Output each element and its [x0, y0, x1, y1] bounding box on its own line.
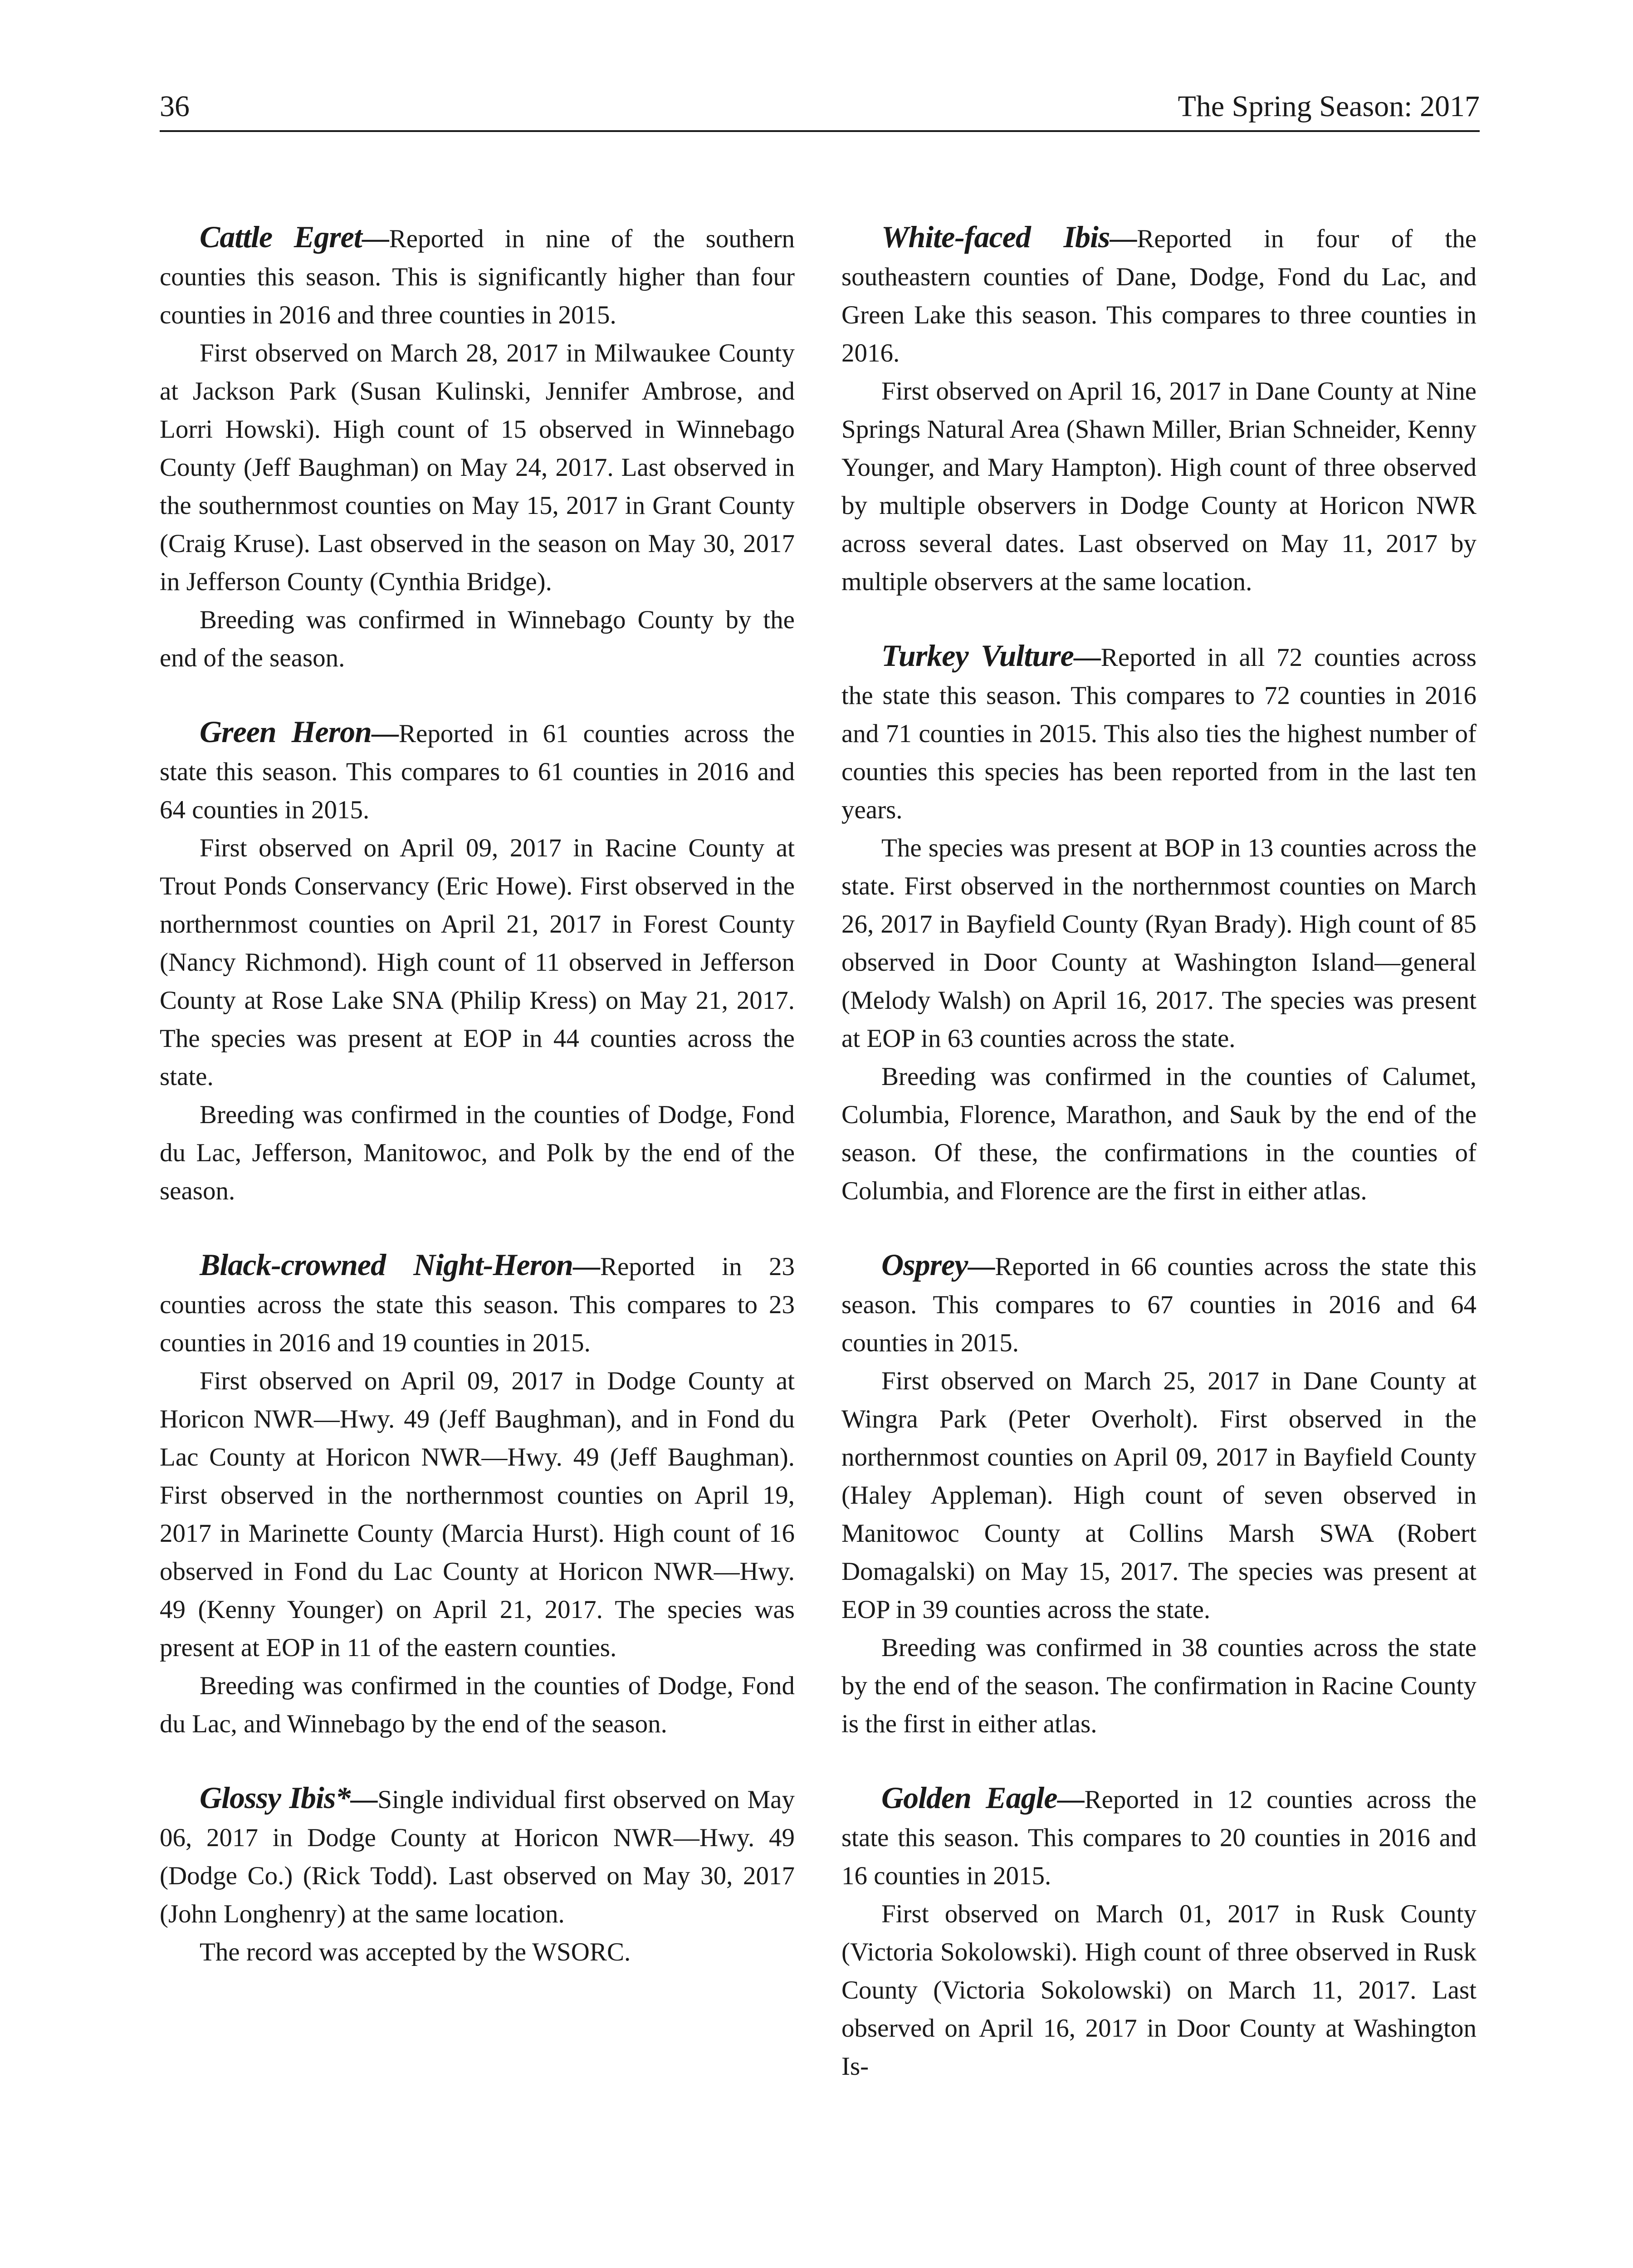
species-entry-osprey — [841, 1246, 1477, 1743]
entry-paragraph: The record was accepted by the WSORC. — [200, 1938, 631, 1966]
entry-paragraph: Breeding was confirmed in 38 counties across the state by the end of the season. The confirmation in Racine County is the first in either atlas. — [841, 1633, 1477, 1738]
entry-paragraph — [160, 1779, 795, 1933]
page-number: 36 — [160, 90, 190, 123]
entry-paragraph: Breeding was confirmed in the counties of Dodge, Fond du Lac, Jefferson, Manitowoc, and Polk by the end of the season. — [160, 1100, 795, 1205]
right-column — [841, 218, 1477, 2121]
species-entry-cattle-egret — [160, 218, 795, 677]
species-entry-turkey-vulture — [841, 636, 1477, 1210]
em-dash: — — [362, 223, 389, 253]
em-dash: — — [1073, 642, 1101, 672]
species-name: Green Heron — [200, 714, 372, 749]
entry-paragraph: First observed on April 09, 2017 in Dodge County at Horicon NWR—Hwy. 49 (Jeff Baughman), and in Fond du Lac County at Horicon NWR—Hwy. 49 (Jeff Baughman). First observed in the northernmost counties on April 19, 2017 in Marinette County (Marcia Hurst). High count of 16 observed in Fond du Lac County at Horicon NWR—Hwy. 49 (Kenny Younger) on April 21, 2017. The species was present at EOP in 11 of the eastern counties. — [160, 1367, 795, 1662]
paragraph-text: Reported in 66 counties across the state this season. This compares to 67 counties in 2016 and 64 counties in 2015. — [841, 1252, 1477, 1357]
em-dash: — — [1110, 223, 1137, 253]
entry-paragraph: First observed on April 16, 2017 in Dane County at Nine Springs Natural Area (Shawn Miller, Brian Schneider, Kenny Younger, and Mary Hampton). High count of three observed by multiple observers in Dodge County at Horicon NWR across several dates. Last observed on May 11, 2017 by multiple observers at the same location. — [841, 377, 1477, 596]
entry-paragraph: First observed on March 25, 2017 in Dane County at Wingra Park (Peter Overholt). First observed in the northernmost counties on April 09, 2017 in Bayfield County (Haley Appleman). High count of seven observed in Manitowoc County at Collins Marsh SWA (Robert Domagalski) on May 15, 2017. The species was present at EOP in 39 counties across the state. — [841, 1367, 1477, 1624]
species-name: Turkey Vulture — [881, 638, 1074, 673]
entry-paragraph: Breeding was confirmed in the counties of Calumet, Columbia, Florence, Marathon, and Sauk by the end of the season. Of these, the confirmations in the counties of Columbia, and Florence are the first in either atlas. — [841, 1062, 1477, 1205]
species-name: Golden Eagle — [881, 1780, 1057, 1815]
entry-paragraph: The species was present at BOP in 13 counties across the state. First observed in the northernmost counties on March 26, 2017 in Bayfield County (Ryan Brady). High count of 85 observed in Door County at Washington Island—general (Melody Walsh) on April 16, 2017. The species was present at EOP in 63 counties across the state. — [841, 834, 1477, 1053]
em-dash: — — [572, 1251, 600, 1281]
entry-paragraph — [160, 713, 795, 829]
paragraph-text: Reported in all 72 counties across the state this season. This compares to 72 counties in 2016 and 71 counties in 2015. This also ties the highest number of counties this species has been reported from in the last ten years. — [841, 643, 1477, 824]
species-name: Black-crowned Night-Heron — [200, 1247, 573, 1282]
entry-paragraph: First observed on April 09, 2017 in Racine County at Trout Ponds Conservancy (Eric Howe). First observed in the northernmost counties on April 21, 2017 in Forest County (Nancy Richmond). High count of 11 observed in Jefferson County at Rose Lake SNA (Philip Kress) on May 21, 2017. The species was present at EOP in 44 counties across the state. — [160, 834, 795, 1091]
entry-paragraph — [160, 218, 795, 334]
em-dash: — — [1057, 1784, 1085, 1814]
running-header — [160, 82, 1480, 132]
entry-paragraph: Breeding was confirmed in Winnebago County by the end of the season. — [160, 606, 795, 672]
species-name: Cattle Egret — [200, 220, 362, 254]
species-entry-white-faced-ibis — [841, 218, 1477, 601]
entry-paragraph — [160, 1246, 795, 1362]
paragraph-text: Reported in four of the southeastern counties of Dane, Dodge, Fond du Lac, and Green Lake this season. This compares to three counties in 2016. — [841, 225, 1477, 367]
species-name: White-faced Ibis — [881, 220, 1110, 254]
paragraph-text: Single individual first observed on May 06, 2017 in Dodge County at Horicon NWR—Hwy. 49 (Dodge Co.) (Rick Todd). Last observed on May 30, 2017 (John Longhenry) at the same location. — [160, 1785, 795, 1928]
entry-paragraph — [841, 1246, 1477, 1362]
entry-paragraph: First observed on March 28, 2017 in Milwaukee County at Jackson Park (Susan Kulinski, Jennifer Ambrose, and Lorri Howski). High count of 15 observed in Winnebago County (Jeff Baughman) on May 24, 2017. Last observed in the southernmost counties on May 15, 2017 in Grant County (Craig Kruse). Last observed in the season on May 30, 2017 in Jefferson County (Cynthia Bridge). — [160, 339, 795, 596]
entry-paragraph — [841, 636, 1477, 829]
entry-paragraph: Breeding was confirmed in the counties of Dodge, Fond du Lac, and Winnebago by the end of the season. — [160, 1672, 795, 1738]
em-dash: — — [968, 1251, 995, 1281]
species-name: Osprey — [881, 1247, 968, 1282]
paragraph-text: Reported in nine of the southern counties this season. This is significantly higher than four counties in 2016 and three counties in 2015. — [160, 225, 795, 329]
entry-paragraph: First observed on March 01, 2017 in Rusk County (Victoria Sokolowski). High count of three observed in Rusk County (Victoria Sokolowski) on March 11, 2017. Last observed on April 16, 2017 in Door County at Washington Is- — [841, 1900, 1477, 2081]
em-dash: — — [350, 1784, 378, 1814]
left-column — [160, 218, 795, 2007]
paragraph-text: Reported in 23 counties across the state this season. This compares to 23 counties in 2016 and 19 counties in 2015. — [160, 1252, 795, 1357]
em-dash: — — [372, 718, 399, 748]
paragraph-text: Reported in 12 counties across the state this season. This compares to 20 counties in 2016 and 16 counties in 2015. — [841, 1785, 1477, 1890]
species-entry-black-crowned-night-heron — [160, 1246, 795, 1743]
header-rule — [160, 130, 1480, 132]
species-entry-golden-eagle — [841, 1779, 1477, 2086]
running-title: The Spring Season: 2017 — [1178, 90, 1480, 123]
paragraph-text: Reported in 61 counties across the state this season. This compares to 61 counties in 2016 and 64 counties in 2015. — [160, 719, 795, 824]
entry-paragraph — [841, 218, 1477, 372]
entry-paragraph — [841, 1779, 1477, 1895]
species-entry-green-heron — [160, 713, 795, 1210]
species-entry-glossy-ibis — [160, 1779, 795, 1971]
species-name: Glossy Ibis* — [200, 1780, 351, 1815]
